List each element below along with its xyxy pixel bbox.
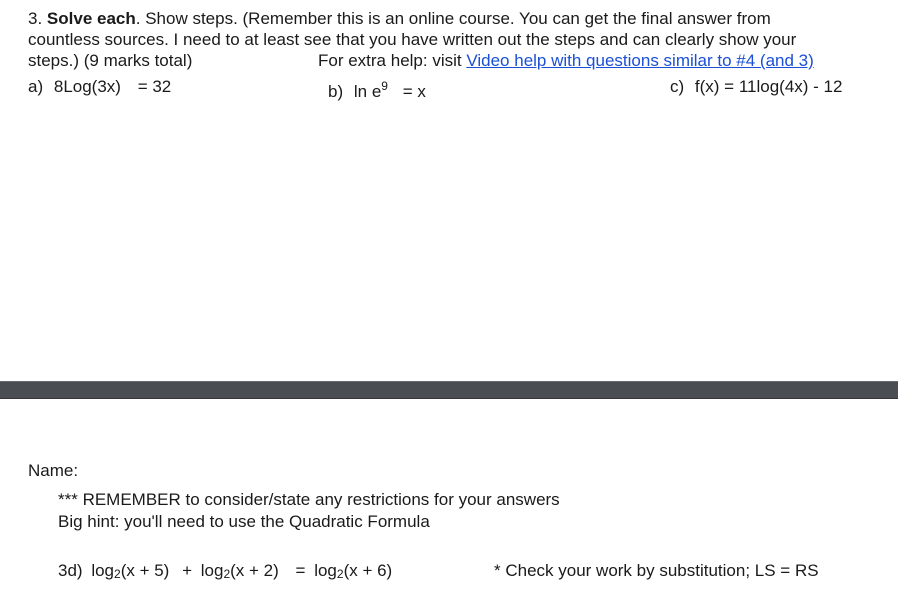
question-intro-line1 <box>28 8 771 29</box>
check-note: * Check your work by substitution; LS = RS <box>494 561 819 580</box>
page-divider <box>0 381 898 399</box>
question-3d-label: 3d) <box>58 561 83 580</box>
term2-log: log <box>200 561 224 580</box>
part-b-exponent: 9 <box>381 79 388 93</box>
term1-base: 2 <box>114 567 121 581</box>
extra-help-text: For extra help: visit <box>318 51 462 70</box>
part-b-expression: ln e <box>353 82 382 101</box>
video-help-link[interactable]: Video help with questions similar to #4 (and 3) <box>466 51 814 70</box>
term3-log: log <box>314 561 337 580</box>
part-a <box>28 76 171 97</box>
question-number: 3. <box>28 9 43 28</box>
term2-argument: (x + 2) <box>230 561 279 580</box>
part-c-expression: f(x) = 11log(4x) - 12 <box>694 77 843 96</box>
part-c <box>670 76 842 97</box>
part-c-label: c) <box>670 77 685 96</box>
part-b-rhs: = x <box>402 82 426 101</box>
question-intro-text: . Show steps. (Remember this is an online course. You can get the final answer from <box>135 9 771 28</box>
term1-argument: (x + 5) <box>120 561 170 580</box>
term3-base: 2 <box>336 567 344 581</box>
part-a-label: a) <box>28 77 44 96</box>
plus-sign: + <box>182 561 193 580</box>
term1-log: log <box>91 561 114 580</box>
question-intro-line3: steps.) (9 marks total) <box>28 51 193 70</box>
question-title: Solve each <box>46 9 136 28</box>
question-intro-line2: countless sources. I need to at least see that you have written out the steps and can clearly show your <box>28 30 797 49</box>
part-a-expression: 8Log(3x) <box>53 77 121 96</box>
part-b <box>328 76 426 102</box>
equals-sign: = <box>295 561 306 580</box>
quadratic-hint: Big hint: you'll need to use the Quadratic Formula <box>58 512 430 531</box>
extra-help <box>318 50 814 71</box>
part-b-label: b) <box>328 82 344 101</box>
question-3d <box>58 560 392 585</box>
name-label: Name: <box>28 461 79 480</box>
term2-base: 2 <box>223 567 231 581</box>
remember-note: *** REMEMBER to consider/state any restrictions for your answers <box>58 490 560 509</box>
term3-argument: (x + 6) <box>343 561 393 580</box>
part-a-rhs: = 32 <box>137 77 172 96</box>
